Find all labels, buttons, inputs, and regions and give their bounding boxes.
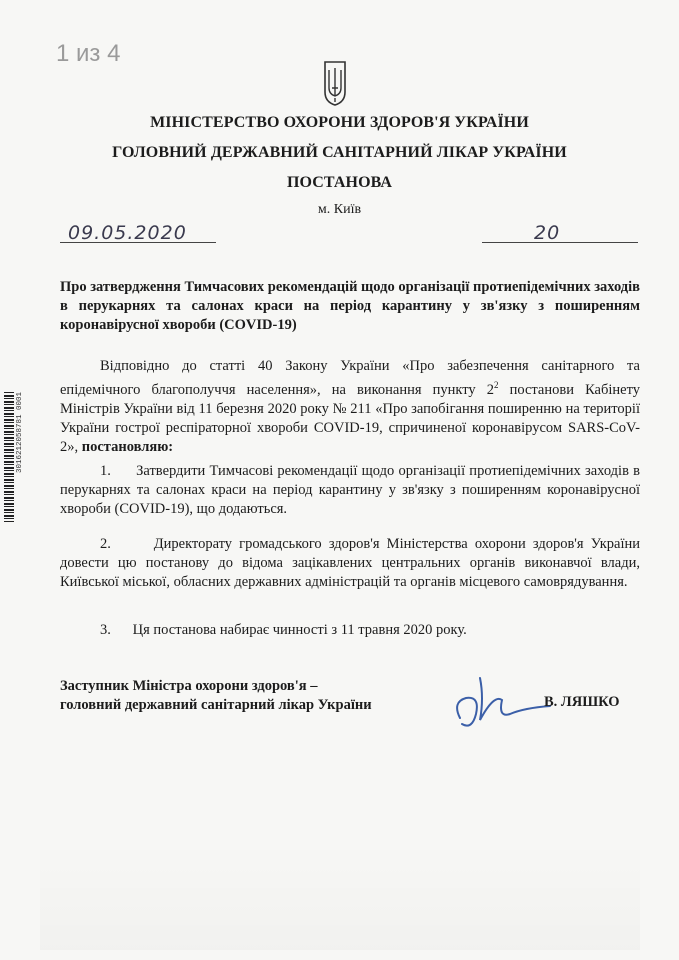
handwritten-number: 20 [534, 222, 561, 244]
number-underline [482, 242, 638, 243]
item-number: 3. [100, 622, 111, 638]
date-underline [60, 242, 216, 243]
list-item [60, 535, 640, 592]
barcode-digits: 3016212058781 0001 [16, 392, 24, 474]
preamble-superscript: 2 [494, 380, 499, 390]
barcode-bars [4, 392, 14, 522]
preamble-resolve: постановляю: [81, 438, 174, 455]
document-title: Про затвердження Тимчасових рекомендацій щодо організації протиепідемічних заходів в перукарнях та салонах краси на період карантину у зв'язку з поширенням коронавірусної хвороби (COVID-19) [60, 279, 640, 333]
side-barcode [4, 392, 26, 522]
item-number: 2. [100, 536, 111, 552]
handwritten-date: 09.05.2020 [68, 222, 187, 244]
city-label: м. Київ [317, 202, 362, 217]
document-type-heading: ПОСТАНОВА [286, 174, 393, 191]
preamble-paragraph [60, 357, 640, 457]
signatory-line2: головний державний санітарний лікар України [60, 697, 372, 713]
item-text: Затвердити Тимчасові рекомендації щодо організації протиепідемічних заходів в перукарнях та салонах краси на період карантину у зв'язку з поширенням коронавірусної хвороби (COVID-19), що додаються. [60, 463, 640, 517]
list-item [60, 621, 640, 640]
list-item [60, 462, 640, 519]
item-text: Ця постанова набирає чинності з 11 травня 2020 року. [132, 622, 467, 638]
chief-doctor-heading: ГОЛОВНИЙ ДЕРЖАВНИЙ САНІТАРНИЙ ЛІКАР УКРАЇНИ [112, 144, 567, 161]
page-counter: 1 из 4 [56, 40, 121, 67]
signatory-name: В. ЛЯШКО [544, 694, 620, 710]
scan-shading [40, 840, 640, 950]
signatory-line1: Заступник Міністра охорони здоров'я – [60, 678, 318, 694]
ministry-heading: МІНІСТЕРСТВО ОХОРОНИ ЗДОРОВ'Я УКРАЇНИ [150, 114, 529, 131]
item-number: 1. [100, 463, 111, 479]
item-text: Директорату громадського здоров'я Міністерства охорони здоров'я України довести цю постанову до відома зацікавлених центральних органів виконавчої влади, Київської міської, обласних державних адміністрацій та органів місцевого самоврядування. [60, 536, 640, 590]
preamble-part2: постанови Кабінету Міністрів України від 11 березня 2020 року № 211 «Про запобігання поширенню на території України гострої респіраторної хвороби COVID-19, спричиненої коронавірусом SARS-CoV-2», [60, 381, 640, 455]
signatory-title [60, 677, 440, 715]
trident-emblem-icon [320, 58, 350, 108]
preamble-part1: Відповідно до статті 40 Закону України «Про забезпечення санітарного та епідемічного благополуччя населення», на виконання пункту 2 [60, 358, 640, 398]
